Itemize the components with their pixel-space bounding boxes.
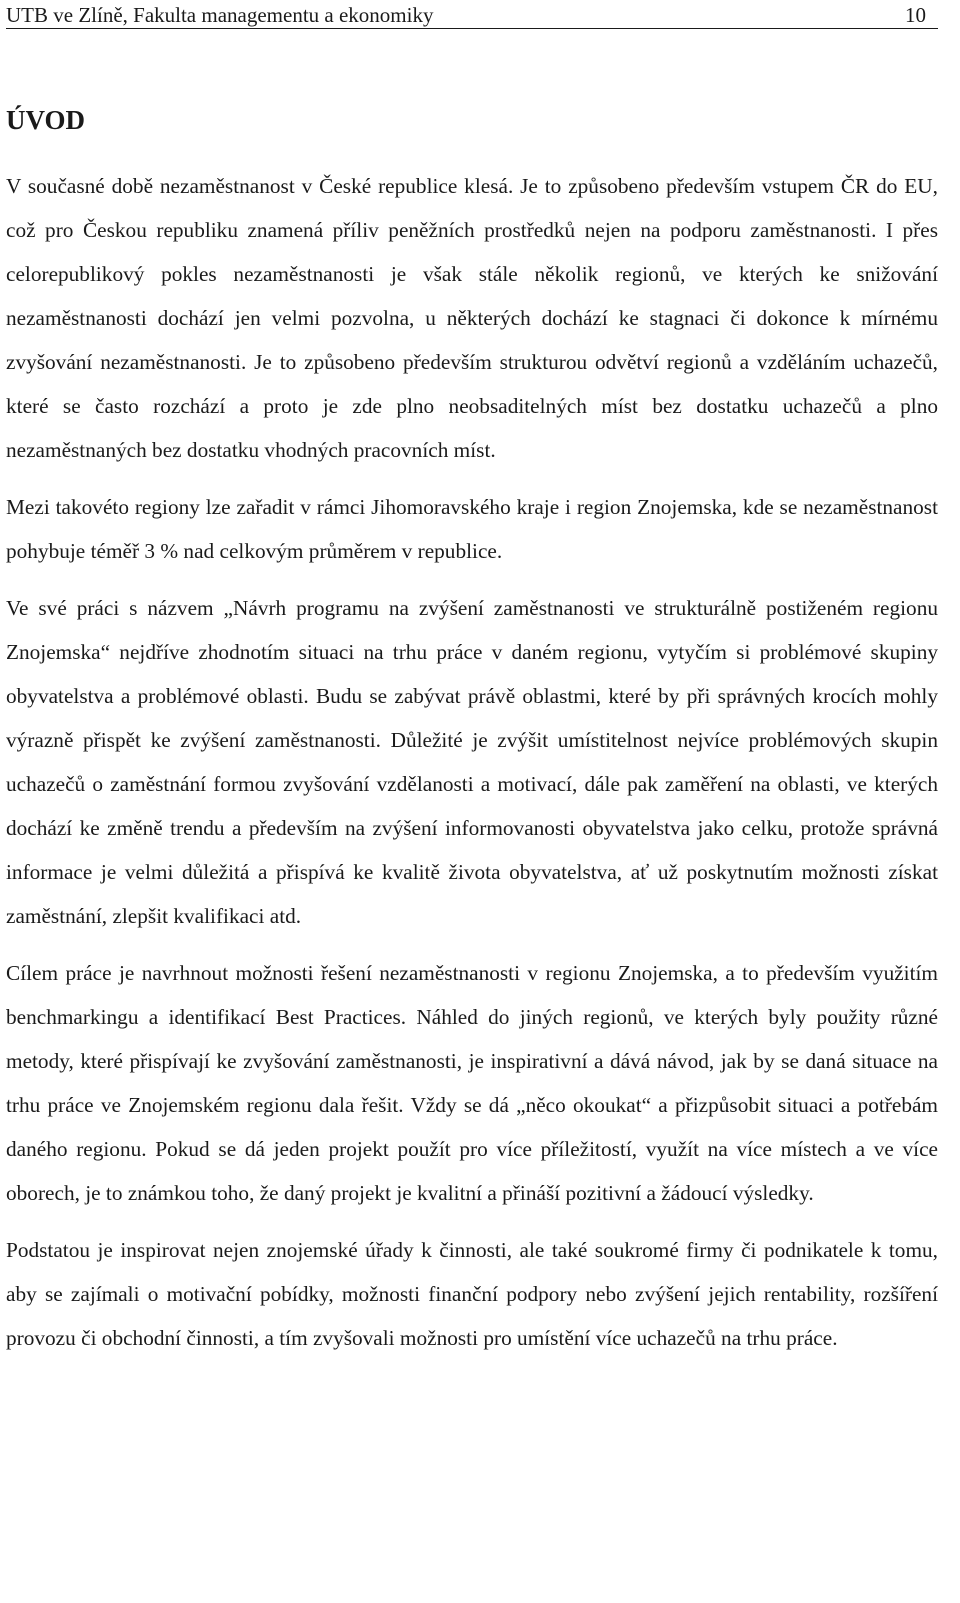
- header-title: UTB ve Zlíně, Fakulta managementu a ekonomiky: [6, 3, 434, 27]
- document-page: [6, 0, 938, 1360]
- paragraph-3: Ve své práci s názvem „Návrh programu na zvýšení zaměstnanosti ve strukturálně postiženém regionu Znojemska“ nejdříve zhodnotím situaci na trhu práce v daném regionu, vytyčím si problémové skupiny obyvatelstva a problémové oblasti. Budu se zabývat právě oblastmi, které by při správných krocích mohly výrazně přispět ke zvýšení zaměstnanosti. Důležité je zvýšit umístitelnost nejvíce problémových skupin uchazečů o zaměstnání formou zvyšování vzdělanosti a motivací, dále pak zaměření na oblasti, ve kterých dochází ke změně trendu a především na zvýšení informovanosti obyvatelstva jako celku, protože správná informace je velmi důležitá a přispívá ke kvalitě života obyvatelstva, ať už poskytnutím možnosti získat zaměstnání, zlepšit kvalifikaci atd.: [6, 596, 938, 928]
- paragraph-1: V současné době nezaměstnanost v České republice klesá. Je to způsobeno především vstupem ČR do EU, což pro Českou republiku znamená příliv peněžních prostředků nejen na podporu zaměstnanosti. I přes celorepublikový pokles nezaměstnanosti je však stále několik regionů, ve kterých ke snižování nezaměstnanosti dochází jen velmi pozvolna, u některých dochází ke stagnaci či dokonce k mírnému zvyšování nezaměstnanosti. Je to způsobeno především strukturou odvětví regionů a vzděláním uchazečů, které se často rozchází a proto je zde plno neobsaditelných míst bez dostatku uchazečů a plno nezaměstnaných bez dostatku vhodných pracovních míst.: [6, 174, 938, 462]
- page-number: 10: [905, 3, 926, 27]
- paragraph-2: Mezi takovéto regiony lze zařadit v rámci Jihomoravského kraje i region Znojemska, kde se nezaměstnanost pohybuje téměř 3 % nad celkovým průměrem v republice.: [6, 495, 938, 563]
- section-heading: ÚVOD: [6, 105, 85, 135]
- paragraph-4: Cílem práce je navrhnout možnosti řešení nezaměstnanosti v regionu Znojemska, a to především využitím benchmarkingu a identifikací Best Practices. Náhled do jiných regionů, ve kterých byly použity různé metody, které přispívají ke zvyšování zaměstnanosti, je inspirativní a dává návod, jak by se daná situace na trhu práce ve Znojemském regionu dala řešit. Vždy se dá „něco okoukat“ a přizpůsobit situaci a potřebám daného regionu. Pokud se dá jeden projekt použít pro více příležitostí, využít na více místech a ve více oborech, je to známkou toho, že daný projekt je kvalitní a přináší pozitivní a žádoucí výsledky.: [6, 961, 938, 1205]
- paragraph-5: Podstatou je inspirovat nejen znojemské úřady k činnosti, ale také soukromé firmy či podnikatele k tomu, aby se zajímali o motivační pobídky, možnosti finanční podpory nebo zvýšení jejich rentability, rozšíření provozu či obchodní činnosti, a tím zvyšovali možnosti pro umístění více uchazečů na trhu práce.: [6, 1238, 938, 1350]
- page-header: [6, 0, 938, 29]
